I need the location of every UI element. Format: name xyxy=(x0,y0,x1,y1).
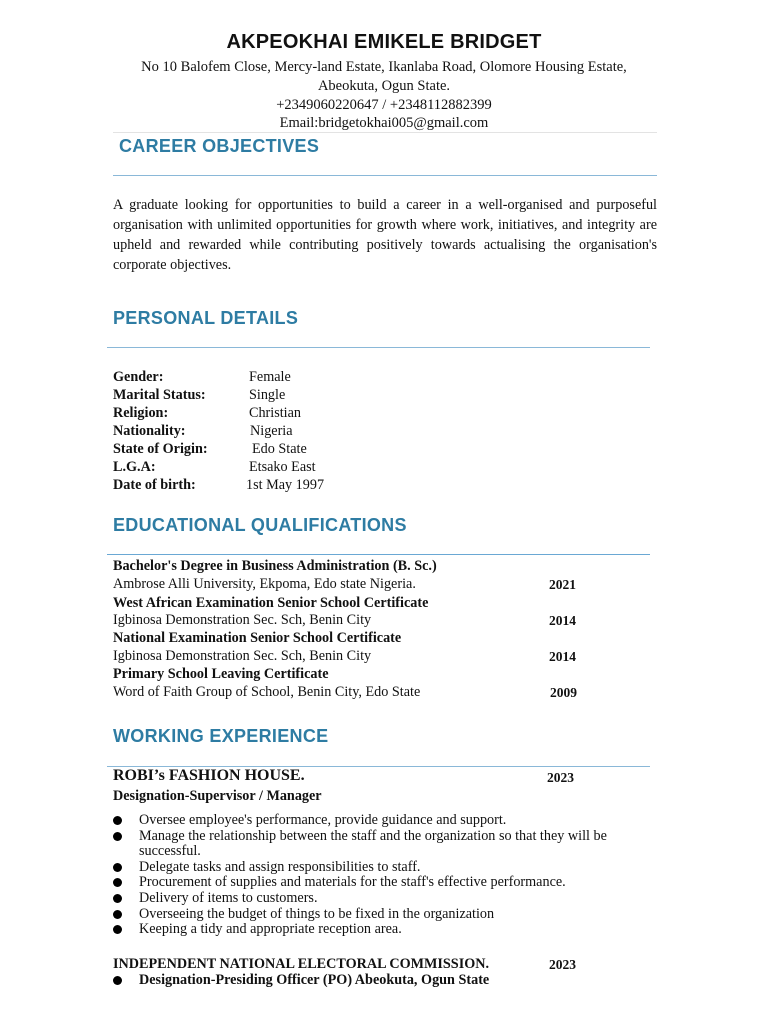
qualification-title: Primary School Leaving Certificate xyxy=(113,666,329,682)
education-divider xyxy=(107,554,650,555)
qualification-year: 2014 xyxy=(549,613,576,628)
detail-label: Marital Status: xyxy=(113,387,206,403)
list-item: Keeping a tidy and appropriate reception area. xyxy=(113,922,658,938)
detail-label: L.G.A: xyxy=(113,459,156,475)
employer-name: INDEPENDENT NATIONAL ELECTORAL COMMISSION. xyxy=(113,956,490,972)
bullet-icon xyxy=(113,832,122,841)
email-address: Email:bridgetokhai005@gmail.com xyxy=(279,115,489,131)
list-item: Procurement of supplies and materials for the staff's effective performance. xyxy=(113,875,658,891)
detail-value: Single xyxy=(249,387,286,403)
work-experience-heading: WORKING EXPERIENCE xyxy=(113,726,329,746)
qualification-year: 2014 xyxy=(549,649,576,664)
detail-value: Nigeria xyxy=(250,423,293,439)
qualification-school: Word of Faith Group of School, Benin City, Edo State xyxy=(113,684,421,700)
detail-label: Gender: xyxy=(113,369,164,385)
bullet-icon xyxy=(113,894,122,903)
bullet-icon xyxy=(113,863,122,872)
job-duties-list xyxy=(113,813,658,938)
qualification-school: Igbinosa Demonstration Sec. Sch, Benin City xyxy=(113,648,372,664)
bullet-icon xyxy=(113,976,122,985)
bullet-icon xyxy=(113,878,122,887)
job-year: 2023 xyxy=(549,957,576,972)
detail-value: Christian xyxy=(249,405,302,421)
address-line-1: No 10 Balofem Close, Mercy-land Estate, Ikanlaba Road, Olomore Housing Estate, xyxy=(141,59,627,75)
job-designation-list xyxy=(113,973,658,989)
qualification-title: National Examination Senior School Certificate xyxy=(113,630,402,646)
list-item: Designation-Presiding Officer (PO) Abeokuta, Ogun State xyxy=(113,973,658,989)
bullet-icon xyxy=(113,910,122,919)
career-objectives-divider xyxy=(113,175,657,176)
detail-value: Female xyxy=(249,369,291,385)
job-designation: Designation-Supervisor / Manager xyxy=(113,788,322,804)
detail-label: Date of birth: xyxy=(113,477,196,493)
header-divider xyxy=(113,132,657,133)
qualification-title: Bachelor's Degree in Business Administration (B. Sc.) xyxy=(113,558,437,574)
employer-name: ROBI’s FASHION HOUSE. xyxy=(113,767,305,784)
list-item: Delivery of items to customers. xyxy=(113,891,658,907)
personal-details-heading: PERSONAL DETAILS xyxy=(113,308,299,328)
phone-numbers: +2349060220647 / +2348112882399 xyxy=(276,97,492,113)
list-item: Manage the relationship between the staff and the organization so that they will be successful. xyxy=(113,829,658,860)
bullet-icon xyxy=(113,816,122,825)
career-objectives-text: A graduate looking for opportunities to build a career in a well-organised and purposeful organisation with unlimited opportunities for growth where work, initiatives, and integrity are upheld and rewarded while contributing positively towards actualising the organisation's corporate objectives. xyxy=(113,197,657,273)
education-heading: EDUCATIONAL QUALIFICATIONS xyxy=(113,515,407,535)
personal-details-divider xyxy=(107,347,650,348)
detail-label: Religion: xyxy=(113,405,169,421)
list-item: Delegate tasks and assign responsibilities to staff. xyxy=(113,860,658,876)
qualification-year: 2009 xyxy=(550,685,577,700)
career-objectives-heading: CAREER OBJECTIVES xyxy=(119,136,320,156)
detail-label: State of Origin: xyxy=(113,441,208,457)
bullet-icon xyxy=(113,925,122,934)
detail-label: Nationality: xyxy=(113,423,186,439)
detail-value: 1st May 1997 xyxy=(246,477,325,493)
list-item: Overseeing the budget of things to be fixed in the organization xyxy=(113,907,658,923)
qualification-school: Ambrose Alli University, Ekpoma, Edo state Nigeria. xyxy=(113,576,416,592)
detail-value: Etsako East xyxy=(249,459,316,475)
candidate-name: AKPEOKHAI EMIKELE BRIDGET xyxy=(226,31,542,53)
address-line-2: Abeokuta, Ogun State. xyxy=(317,78,451,94)
job-year: 2023 xyxy=(547,770,574,785)
qualification-title: West African Examination Senior School Certificate xyxy=(113,595,429,611)
qualification-school: Igbinosa Demonstration Sec. Sch, Benin City xyxy=(113,612,372,628)
detail-value: Edo State xyxy=(252,441,307,457)
qualification-year: 2021 xyxy=(549,577,576,592)
list-item: Oversee employee's performance, provide guidance and support. xyxy=(113,813,658,829)
